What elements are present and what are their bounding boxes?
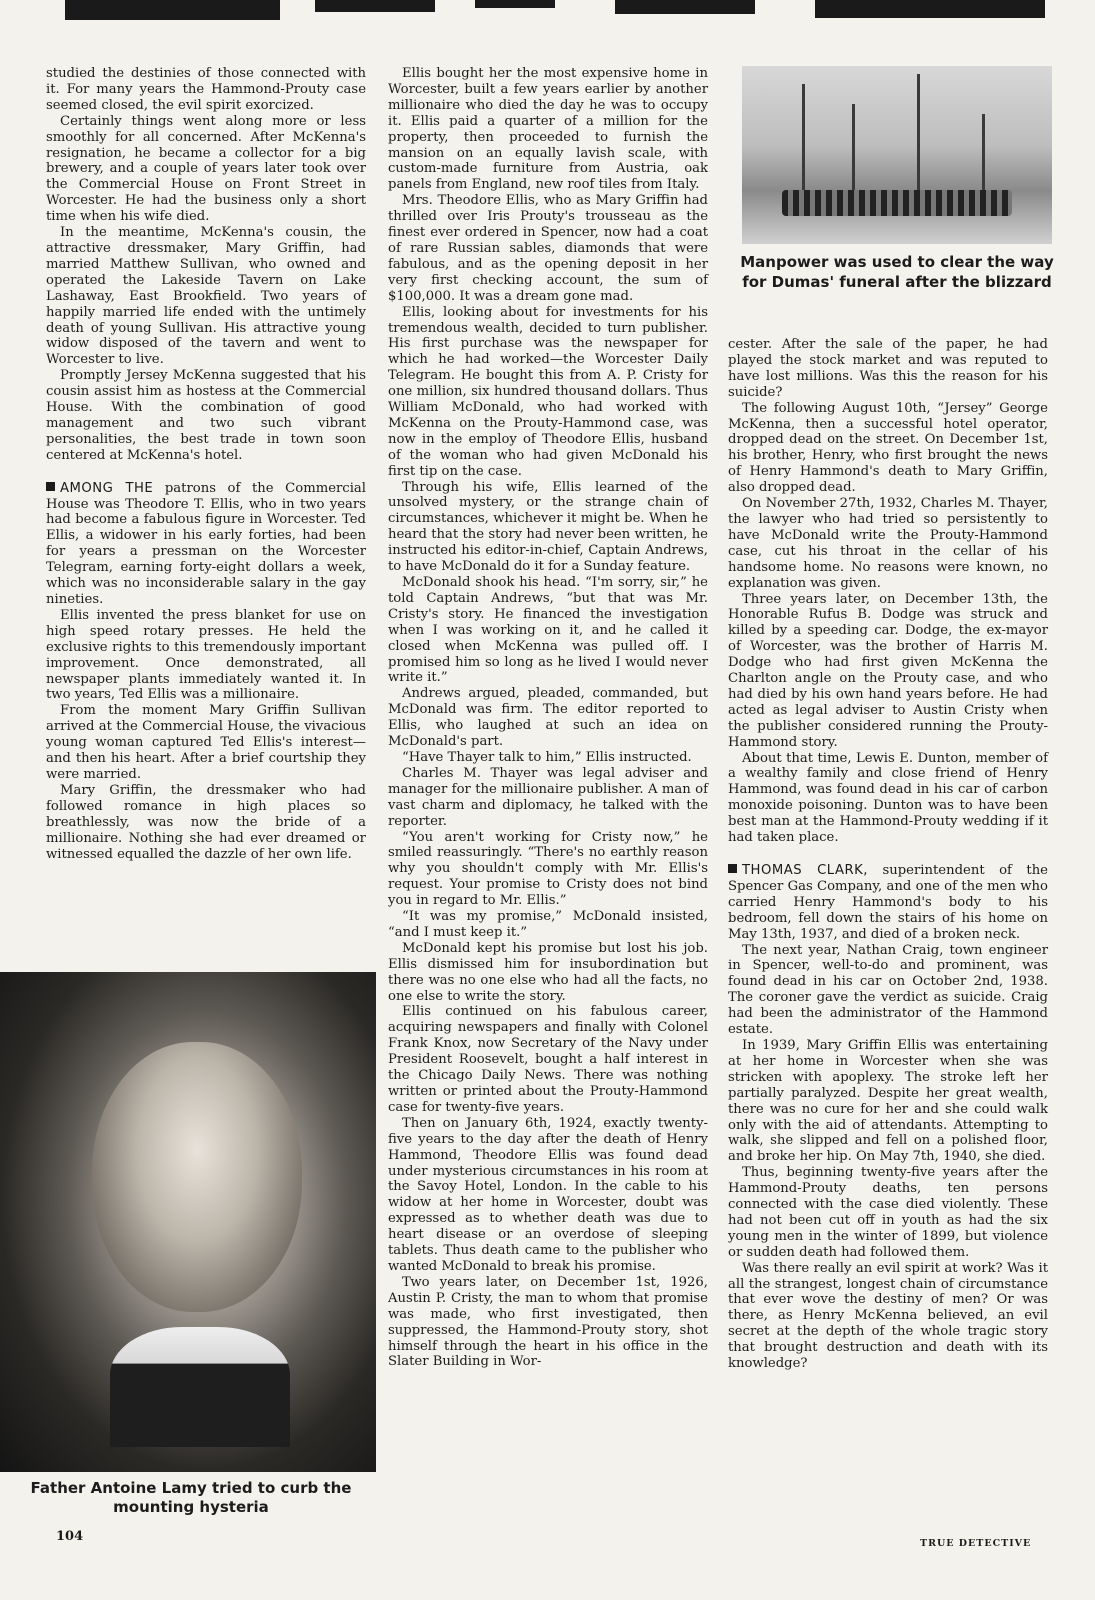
paragraph: In the meantime, McKenna's cousin, the attractive dressmaker, Mary Griffin, had married Matthew Sullivan, who owned and operated the Lakeside Tavern on Lake Lashaway, East Brookfield. Two years of happily married life ended with the untimely death of young Sullivan. His attractive young widow disposed of the tavern and went to Worcester to live. — [46, 225, 366, 368]
paragraph: Certainly things went along more or less smoothly for all concerned. After McKenna's resignation, he became a collector for a big brewery, and a couple of years later took over the Commercial House on Front Street in Worcester. He had the business only a short time when his wife died. — [46, 113, 366, 225]
paragraph: Ellis continued on his fabulous career, acquiring newspapers and finally with Colonel Frank Knox, now Secretary of the Navy under President Roosevelt, bought a half interest in the Chicago Daily News. There was nothing written or printed about the Prouty-Hammond case for twenty-five years. — [388, 1004, 708, 1115]
paragraph: Ellis invented the press blanket for use on high speed rotary presses. He held the exclusive rights to this tremendously important improvement. Once demonstrated, all newspaper plants immediately wanted it. In two years, Ted Ellis was a millionaire. — [46, 607, 366, 703]
paragraph: McDonald shook his head. “I'm sorry, sir,” he told Captain Andrews, “but that was Mr. Cristy's story. He financed the investigation when I was working on it, and he called it closed when McKenna was pulled off. I promised him so long as he lived I would never write it.” — [388, 575, 708, 686]
paragraph: Thus, beginning twenty-five years after the Hammond-Prouty deaths, ten persons connected with the case died violently. These had not been cut off in youth as had the six young men in the winter of 1899, but violence or sudden death had followed them. — [728, 1165, 1048, 1260]
page-number: 104 — [56, 1529, 84, 1544]
column-1 — [46, 66, 366, 862]
paragraph: On November 27th, 1932, Charles M. Thayer, the lawyer who had tried so persistently to have McDonald write the Prouty-Hammond case, cut his throat in the cellar of his handsome home. No reasons were known, no explanation was given. — [728, 496, 1048, 591]
section-bullet-icon — [46, 482, 55, 491]
clerical-collar — [110, 1327, 290, 1447]
column-2 — [388, 66, 708, 1370]
paragraph: Through his wife, Ellis learned of the unsolved mystery, or the strange chain of circumstances, whichever it might be. When he heard that the story had never been written, he instructed his editor-in-chief, Captain Andrews, to have McDonald do it for a Sunday feature. — [388, 479, 708, 575]
crowd-silhouette — [782, 190, 1012, 216]
paragraph: Charles M. Thayer was legal adviser and manager for the millionaire publisher. A man of vast charm and diplomacy, he talked with the reporter. — [388, 765, 708, 829]
paragraph: Andrews argued, pleaded, commanded, but McDonald was firm. The editor reported to Ellis, who laughed at such an idea on McDonald's part. — [388, 686, 708, 750]
paragraph: Ellis bought her the most expensive home in Worcester, built a few years earlier by another millionaire who died the day he was to occupy it. Ellis paid a quarter of a million for the property, then proceeded to furnish the mansion on an equally lavish scale, with custom-made furniture from Austria, oak panels from England, new roof tiles from Italy. — [388, 66, 708, 193]
paragraph: From the moment Mary Griffin Sullivan arrived at the Commercial House, the vivacious young woman captured Ted Ellis's interest—and then his heart. After a brief courtship they were married. — [46, 703, 366, 782]
magazine-name: TRUE DETECTIVE — [920, 1538, 1032, 1549]
section-lead: AMONG THE — [60, 480, 154, 496]
portrait-face — [92, 1042, 302, 1312]
paragraph: Two years later, on December 1st, 1926, Austin P. Cristy, the man to whom that promise was made, who first investigated, then suppressed, the Hammond-Prouty story, shot himself through the heart in his office in the Slater Building in Wor- — [388, 1274, 708, 1370]
paragraph: The next year, Nathan Craig, town engineer in Spencer, well-to-do and prominent, was found dead in his car on October 2nd, 1938. The coroner gave the verdict as suicide. Craig had been the administrator of the Hammond estate. — [728, 942, 1048, 1038]
paragraph: “It was my promise,” McDonald insisted, “and I must keep it.” — [388, 909, 708, 940]
paragraph: The following August 10th, “Jersey” George McKenna, then a successful hotel operator, dropped dead on the street. On December 1st, his brother, Henry, who first brought the news of Henry Hammond's death to Mary Griffin, also dropped dead. — [728, 400, 1048, 496]
paragraph: McDonald kept his promise but lost his job. Ellis dismissed him for insubordination but there was no one else who had all the facts, no one else to write the story. — [388, 940, 708, 1004]
section-text: superintendent of the Spencer Gas Company, and one of the men who carried Henry Hammond's body to his bedroom, fell down the stairs of his home on May 13th, 1937, and died of a broken neck. — [728, 863, 1048, 942]
paragraph: Then on January 6th, 1924, exactly twenty-five years to the day after the death of Henry Hammond, Theodore Ellis was found dead under mysterious circumstances in his room at the Savoy Hotel, London. In the cable to his widow at her home in Worcester, doubt was expressed as to whether death was due to heart disease or an overdose of sleeping tablets. Thus death came to the publisher who wanted McDonald to break his promise. — [388, 1115, 708, 1274]
paragraph: cester. After the sale of the paper, he had played the stock market and was reputed to have lost millions. Was this the reason for his suicide? — [728, 337, 1048, 400]
portrait-photo — [0, 972, 376, 1472]
paragraph: Three years later, on December 13th, the Honorable Rufus B. Dodge was struck and killed by a speeding car. Dodge, the ex-mayor of Worcester, was the brother of Harris M. Dodge who had first given McKenna the Charlton angle on the Prouty case, and who had died by his own hand years before. He had acted as legal adviser to Austin Cristy when the publisher considered running the Prouty-Hammond story. — [728, 591, 1048, 750]
paragraph: In 1939, Mary Griffin Ellis was entertaining at her home in Worcester when she was stricken with apoplexy. The stroke left her partially paralyzed. Despite her great wealth, there was no cure for her and she could walk only with the aid of attendants. Attempting to walk, she slipped and fell on a polished floor, and broke her hip. On May 7th, 1940, she died. — [728, 1037, 1048, 1165]
tree-icon — [917, 74, 920, 204]
paragraph: “Have Thayer talk to him,” Ellis instructed. — [402, 749, 692, 765]
paragraph: About that time, Lewis E. Dunton, member of a wealthy family and close friend of Henry Hammond, was found dead in his car of carbon monoxide poisoning. Dunton was to have been best man at the Hammond-Prouty wedding if it had taken place. — [728, 750, 1048, 846]
tree-icon — [802, 84, 805, 204]
section-bullet-icon — [728, 864, 737, 873]
section-text: patrons of the Commercial House was Theodore T. Ellis, who in two years had become a fabulous figure in Worcester. Ted Ellis, a widower in his early forties, had been for years a pressman on the Worcester Telegram, earning forty-eight dollars a week, which was no inconsiderable salary in the gay nineties. — [46, 480, 366, 607]
blizzard-photo — [742, 66, 1052, 244]
portrait-caption: Father Antoine Lamy tried to curb the mounting hysteria — [30, 1479, 352, 1516]
column-3 — [728, 337, 1048, 1372]
section-paragraph — [728, 863, 1048, 943]
paragraph: Was there really an evil spirit at work? Was it all the strangest, longest chain of circumstance that ever wove the destiny of men? Or was there, as Henry McKenna believed, an evil secret at the depth of the whole tragic story that brought destruction and death with its knowledge? — [728, 1260, 1048, 1372]
section-lead: THOMAS CLARK, — [742, 863, 868, 878]
paragraph: “You aren't working for Cristy now,” he smiled reassuringly. “There's no earthly reason why you shouldn't comply with Mr. Ellis's request. Your promise to Cristy does not bind you in regard to Mr. Ellis.” — [388, 829, 708, 909]
paragraph: Mary Griffin, the dressmaker who had followed romance in high places so breathlessly, was now the bride of a millionaire. Nothing she had ever dreamed or witnessed equalled the dazzle of her own life. — [46, 782, 366, 862]
section-paragraph — [46, 481, 366, 608]
blizzard-caption: Manpower was used to clear the way for Dumas' funeral after the blizzard — [740, 253, 1054, 291]
tree-icon — [852, 104, 855, 204]
paragraph: Mrs. Theodore Ellis, who as Mary Griffin had thrilled over Iris Prouty's trousseau as the finest ever ordered in Spencer, now had a coat of rare Russian sables, diamonds that were fabulous, and as the opening deposit in her very first checking account, the sum of $100,000. It was a dream gone mad. — [388, 193, 708, 304]
torn-top-edge — [55, 0, 1055, 22]
paragraph: Promptly Jersey McKenna suggested that his cousin assist him as hostess at the Commercial House. With the combination of good management and two such vibrant personalities, the best trade in town soon centered at McKenna's hotel. — [46, 368, 366, 463]
paragraph: Ellis, looking about for investments for his tremendous wealth, decided to turn publisher. His first purchase was the newspaper for which he had worked—the Worcester Daily Telegram. He bought this from A. P. Cristy for one million, six hundred thousand dollars. Thus William McDonald, who had worked with McKenna on the Prouty-Hammond case, was now in the employ of Theodore Ellis, husband of the woman who had given McDonald his first tip on the case. — [388, 304, 708, 479]
paragraph: studied the destinies of those connected with it. For many years the Hammond-Prouty case seemed closed, the evil spirit exorcized. — [46, 66, 366, 113]
